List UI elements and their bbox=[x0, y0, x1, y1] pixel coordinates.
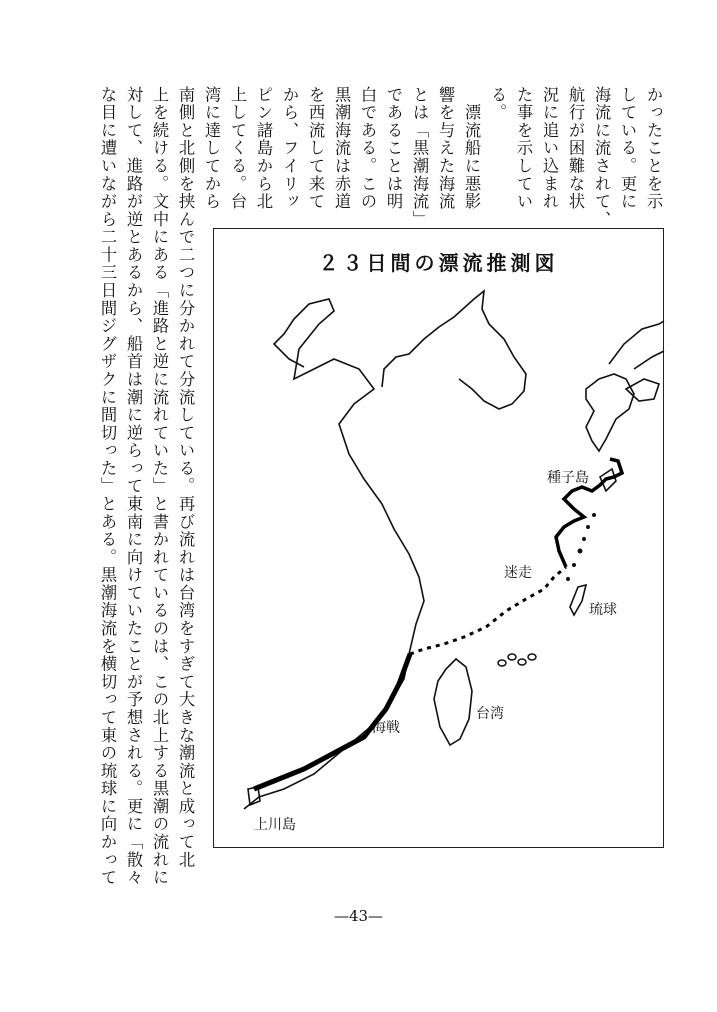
text-column-19: 南側と北側を挟んで二つに分かれて分流している。再び流れは台湾をすぎて大きな潮流と成って北 bbox=[176, 86, 195, 869]
shikoku-coastline bbox=[626, 379, 659, 401]
text-column-1: かったことを示 bbox=[644, 86, 663, 211]
taiwan-island bbox=[434, 659, 472, 745]
text-column-5: 況に追い込まれ bbox=[540, 86, 559, 211]
text-column-10: とは「黒潮海流」 bbox=[410, 86, 429, 229]
text-column-4: 航行が困難な状 bbox=[566, 86, 585, 211]
text-column-12: 白である。この bbox=[358, 86, 377, 211]
text-column-2: している。更に bbox=[618, 86, 637, 211]
text-column-21: 対して、進路が逆とあるから、船首は潮に逆らって東南に向けていたことが予想される。更に「散々 bbox=[124, 86, 143, 887]
text-column-13: 黒潮海流は赤道 bbox=[332, 86, 351, 211]
text-column-6: た事を示してい bbox=[514, 86, 533, 211]
figure-title: ２３日間の漂流推測図 bbox=[318, 251, 559, 275]
text-column-22: な目に遭いながら二十三日間ジグザクに間切った」とある。黒潮海流を横切って東の琉球に向かって bbox=[98, 86, 117, 887]
sakishima-islands bbox=[498, 654, 536, 666]
text-column-7: る。 bbox=[488, 86, 507, 122]
label-ryukyu: 琉球 bbox=[589, 602, 617, 618]
korea-coastline bbox=[382, 291, 526, 409]
label-kamikawajima: 上川島 bbox=[254, 817, 296, 833]
text-column-8: 漂流船に悪影 bbox=[462, 86, 481, 211]
okinawa-island bbox=[570, 585, 586, 615]
kyushu-coastline bbox=[586, 374, 634, 451]
label-taiwan: 台湾 bbox=[476, 706, 504, 722]
text-column-14: を西流して来て bbox=[306, 86, 325, 211]
page-number: —43— bbox=[333, 907, 384, 925]
text-column-9: 響を与えた海流 bbox=[436, 86, 455, 211]
label-kaisen: 海戦 bbox=[372, 720, 400, 736]
drift-map bbox=[214, 229, 665, 849]
text-column-18: 湾に達してから bbox=[202, 86, 221, 211]
text-column-16: ピン諸島から北 bbox=[254, 86, 273, 211]
drift-track-dotted bbox=[410, 567, 566, 654]
text-column-15: から、フイリッ bbox=[280, 86, 299, 211]
text-column-11: であることは明 bbox=[384, 86, 403, 211]
text-column-17: 上してくる。台 bbox=[228, 86, 247, 211]
label-tanegashima: 種子島 bbox=[547, 470, 589, 486]
honshu-coastline bbox=[609, 321, 664, 369]
label-meisou: 迷走 bbox=[504, 565, 532, 581]
text-column-20: 上を続ける。文中にある「進路と逆に流れていた」と書かれているのは、この北上する黒潮の流れに bbox=[150, 86, 169, 887]
drift-map-figure bbox=[213, 228, 664, 848]
text-column-3: 海流に流されて、 bbox=[592, 86, 611, 229]
